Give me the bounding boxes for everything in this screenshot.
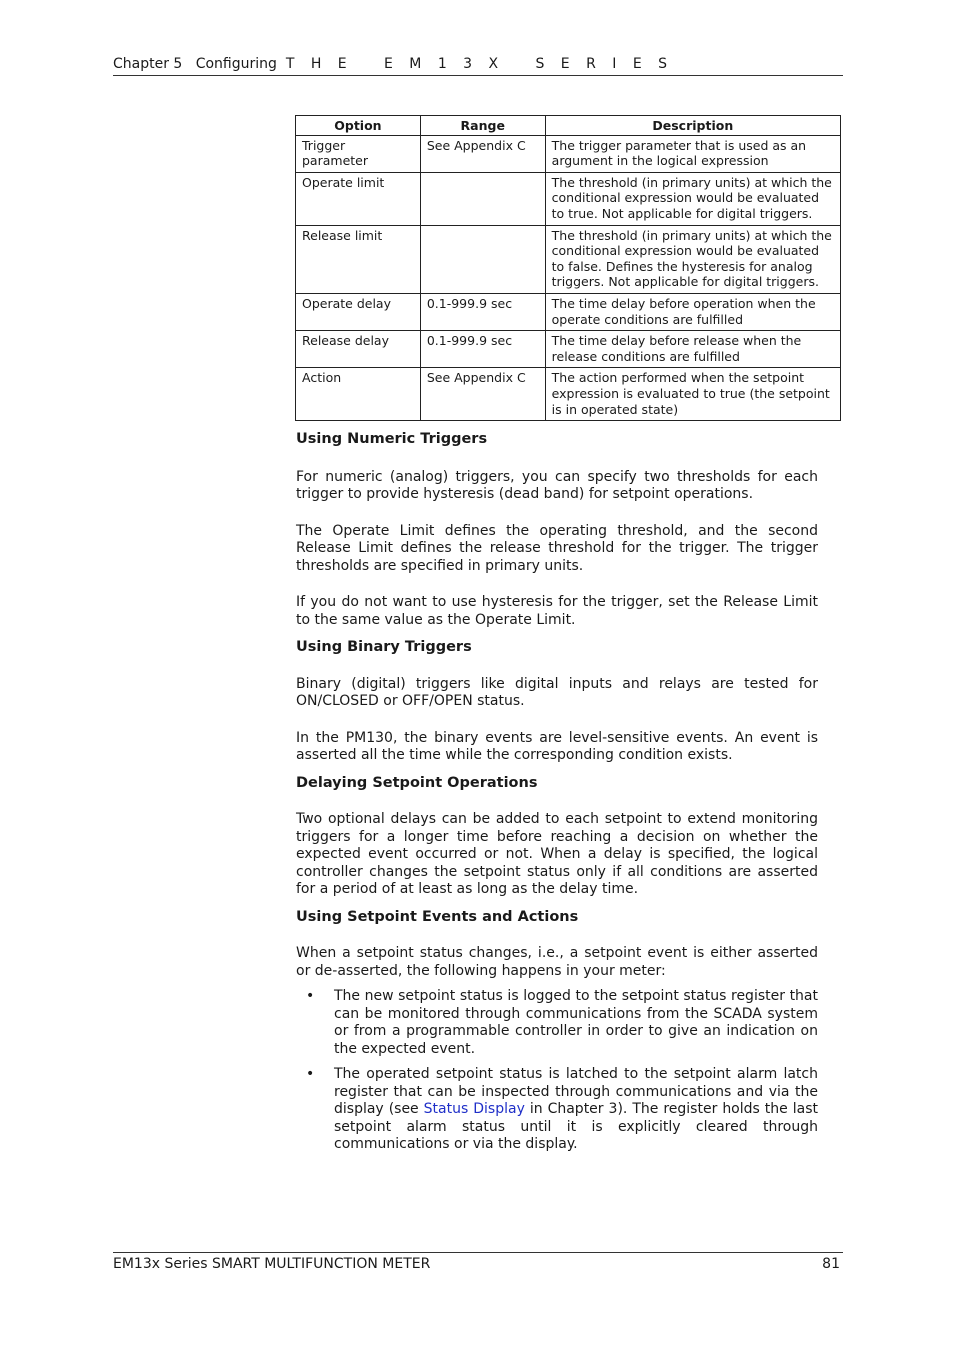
- cell-option: Operate limit: [296, 172, 421, 225]
- cell-option: Trigger parameter: [296, 135, 421, 172]
- table-header-row: [296, 116, 841, 136]
- cell-option: Release limit: [296, 225, 421, 293]
- header-series: T H E E M 1 3 X S E R I E S: [285, 56, 674, 72]
- list-item: [296, 1066, 818, 1154]
- cell-range: 0.1-999.9 sec: [420, 293, 545, 330]
- bullet-glyph: •: [306, 988, 315, 1005]
- delaying-paragraph-1: Two optional delays can be added to each setpoint to extend monitoring triggers for a longer time before reaching a decision on whether the expected event occurred or not. When a delay is specified, the logical controller changes the setpoint status only if all conditions are asserted for a period of at least as long as the delay time.: [296, 811, 818, 898]
- heading-setpoint-events: Using Setpoint Events and Actions: [296, 908, 579, 925]
- page-number: 81: [822, 1256, 840, 1272]
- cell-range: [420, 172, 545, 225]
- cell-description: The action performed when the setpoint expression is evaluated to true (the setpoint is in operated state): [545, 368, 840, 421]
- cell-range: [420, 225, 545, 293]
- table-row: [296, 331, 841, 368]
- bullet-text-pre: The operated setpoint status is latched to the setpoint alarm latch register that can be inspected through communications and via the display (see: [334, 1066, 818, 1118]
- events-paragraph-1: When a setpoint status changes, i.e., a setpoint event is either asserted or de-asserted, the following happens in your meter:: [296, 945, 818, 979]
- table-row: [296, 135, 841, 172]
- footer-title: EM13x Series SMART MULTIFUNCTION METER: [113, 1256, 431, 1272]
- page-footer: [113, 1252, 843, 1272]
- bullet-text: The new setpoint status is logged to the setpoint status register that can be monitored through communications from the SCADA system or from a programmable controller in order to give an indication on the expected event.: [334, 988, 818, 1057]
- status-display-link[interactable]: Status Display: [423, 1101, 525, 1118]
- cell-option: Operate delay: [296, 293, 421, 330]
- heading-delaying-setpoint: Delaying Setpoint Operations: [296, 774, 538, 791]
- setpoint-options-table: [295, 115, 841, 421]
- bullet-text-post: in Chapter 3). The register holds the last setpoint alarm status until it is explicitly cleared through communications or via the display.: [334, 1101, 819, 1153]
- table-row: [296, 368, 841, 421]
- header-configuring: Configuring: [195, 56, 277, 72]
- main-content: [295, 115, 841, 1154]
- numeric-paragraph-2: The Operate Limit defines the operating threshold, and the second Release Limit defines the release threshold for the trigger. The trigger thresholds are specified in primary units.: [296, 522, 818, 574]
- header-option: Option: [296, 116, 421, 136]
- cell-range: See Appendix C: [420, 368, 545, 421]
- binary-paragraph-2: In the PM130, the binary events are level-sensitive events. An event is asserted all the time while the corresponding condition exists.: [296, 729, 818, 764]
- table-row: [296, 293, 841, 330]
- page-header: [113, 56, 843, 76]
- cell-range: 0.1-999.9 sec: [420, 331, 545, 368]
- cell-description: The time delay before operation when the operate conditions are fulfilled: [545, 293, 840, 330]
- bullet-glyph: •: [306, 1066, 315, 1083]
- list-item: [296, 988, 818, 1058]
- binary-paragraph-1: Binary (digital) triggers like digital inputs and relays are tested for ON/CLOSED or OFF/OPEN status.: [296, 675, 818, 710]
- cell-range: See Appendix C: [420, 135, 545, 172]
- events-bullet-list: [296, 988, 818, 1154]
- cell-description: The time delay before release when the release conditions are fulfilled: [545, 331, 840, 368]
- cell-option: Action: [296, 368, 421, 421]
- header-chapter: Chapter 5: [113, 56, 183, 72]
- numeric-paragraph-3: If you do not want to use hysteresis for the trigger, set the Release Limit to the same value as the Operate Limit.: [296, 594, 818, 628]
- cell-description: The threshold (in primary units) at which the conditional expression would be evaluated to false. Defines the hysteresis for analog triggers. Not applicable for digital triggers.: [545, 225, 840, 293]
- table-row: [296, 172, 841, 225]
- heading-numeric-triggers: Using Numeric Triggers: [296, 431, 488, 448]
- cell-option: Release delay: [296, 331, 421, 368]
- numeric-paragraph-1: For numeric (analog) triggers, you can specify two thresholds for each trigger to provide hysteresis (dead band) for setpoint operations.: [296, 468, 818, 503]
- header-description: Description: [545, 116, 840, 136]
- cell-description: The trigger parameter that is used as an argument in the logical expression: [545, 135, 840, 172]
- cell-description: The threshold (in primary units) at which the conditional expression would be evaluated to true. Not applicable for digital triggers.: [545, 172, 840, 225]
- table-row: [296, 225, 841, 293]
- heading-binary-triggers: Using Binary Triggers: [296, 639, 472, 656]
- header-range: Range: [420, 116, 545, 136]
- body-text: [296, 431, 818, 1154]
